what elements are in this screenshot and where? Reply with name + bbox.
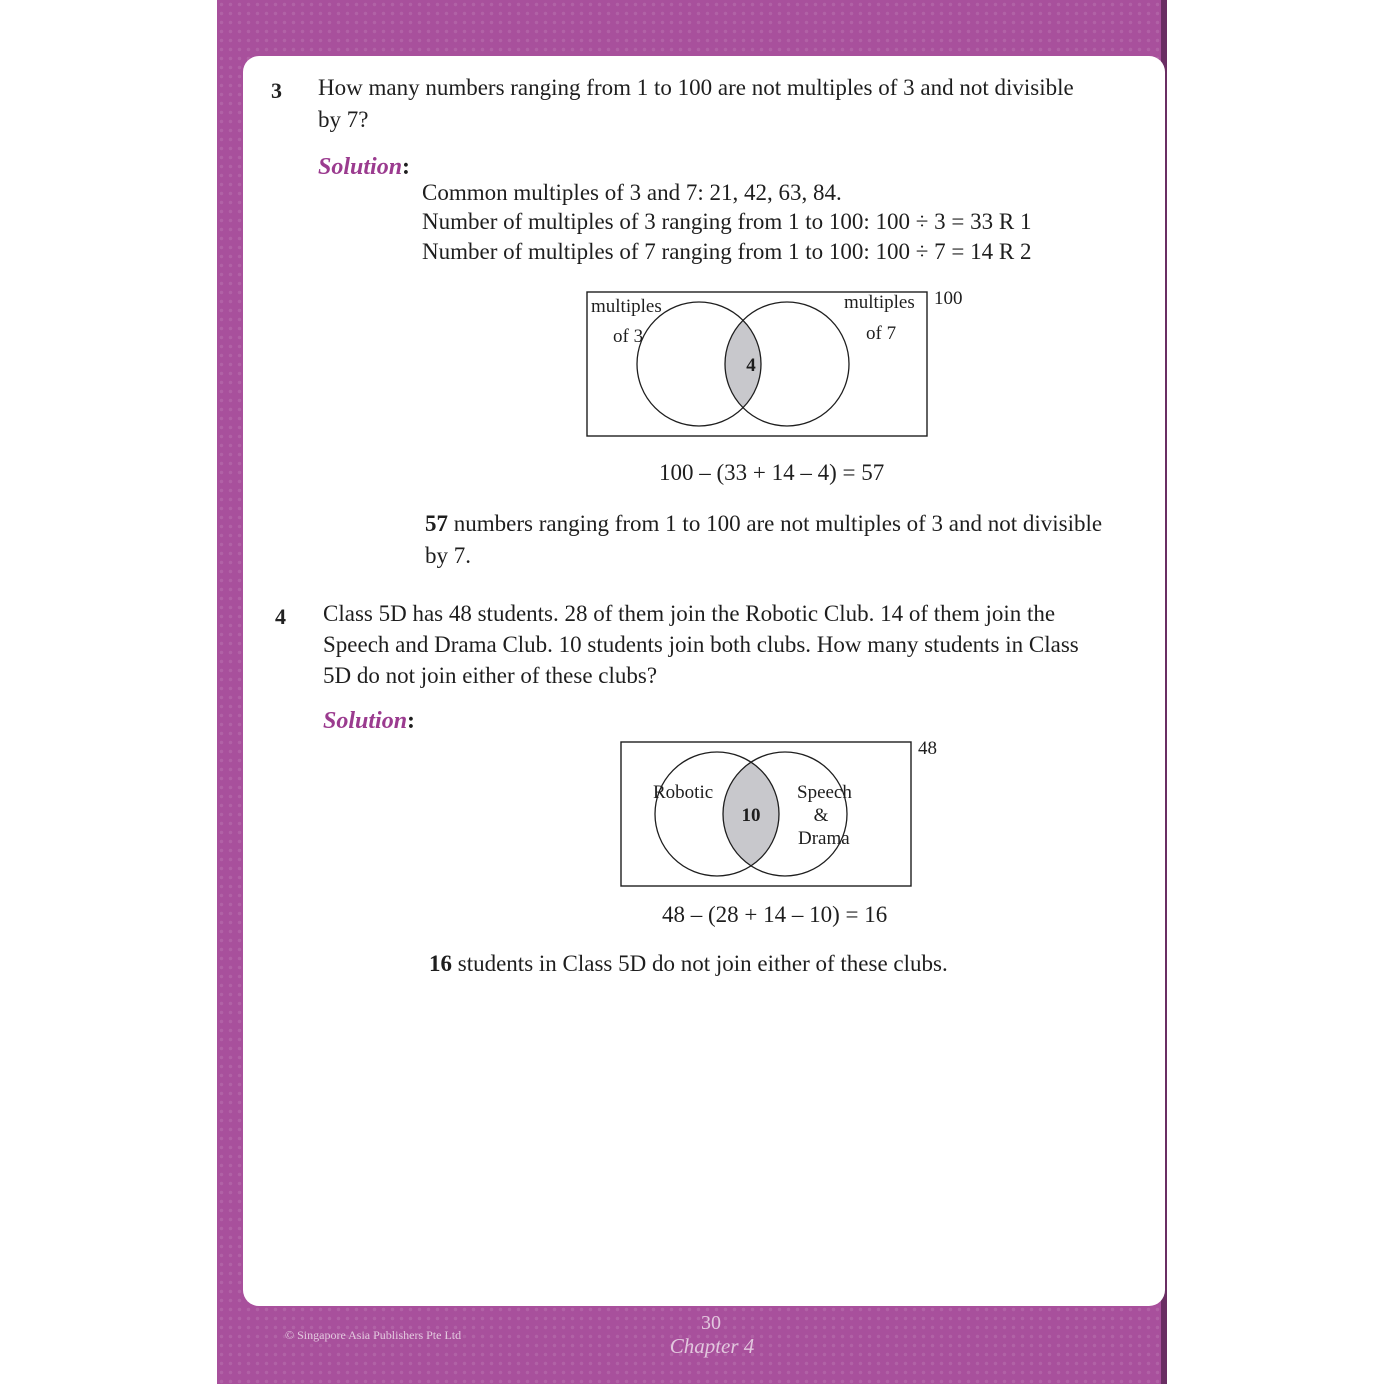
- footer-chapter: Chapter 4: [669, 1334, 755, 1358]
- solution-4-colon: :: [407, 708, 416, 734]
- solution-3-word: Solution: [318, 154, 403, 180]
- solution-4-label: [323, 708, 415, 735]
- venn-3-left-label-1: multiples: [591, 296, 662, 317]
- question-3-number: 3: [271, 78, 282, 103]
- solution-3-label: [318, 154, 410, 181]
- question-4-text: [323, 598, 1153, 691]
- solution-3-step-3: Number of multiples of 7 ranging from 1 to 100: 100 ÷ 7 = 14 R 2: [422, 239, 1032, 264]
- answer-4-text: students in Class 5D do not join either of these clubs.: [452, 951, 948, 976]
- venn-4-total: 48: [918, 738, 937, 759]
- venn-3-right-label-2: of 7: [866, 323, 897, 344]
- equation-4: 48 – (28 + 14 – 10) = 16: [662, 902, 888, 927]
- footer-page-number: 30: [701, 1312, 721, 1334]
- venn-4-intersection-value: 10: [741, 805, 761, 826]
- question-4-line-3: 5D do not join either of these clubs?: [323, 663, 658, 688]
- venn-diagram-4: [617, 736, 957, 892]
- answer-3: [425, 508, 1155, 572]
- question-3-line-2: by 7?: [318, 107, 369, 132]
- book-page: [217, 0, 1167, 1384]
- solution-3-colon: :: [402, 154, 411, 180]
- venn-4-right-label-3: Drama: [798, 828, 850, 849]
- venn-diagram-3: [583, 286, 983, 446]
- answer-4: [429, 948, 1129, 980]
- venn-3-left-label-2: of 3: [613, 326, 644, 347]
- question-4-line-1: Class 5D has 48 students. 28 of them join the Robotic Club. 14 of them join the: [323, 601, 1056, 626]
- venn-4-right-label-2: &: [813, 805, 829, 826]
- solution-4-word: Solution: [323, 708, 408, 734]
- answer-3-line-1: [425, 508, 1155, 540]
- venn-4-right-label-1: Speech: [797, 782, 852, 803]
- venn-3-intersection-value: 4: [746, 355, 756, 376]
- answer-3-text-1: numbers ranging from 1 to 100 are not multiples of 3 and not divisible: [448, 511, 1103, 536]
- content-card: [243, 56, 1165, 1306]
- question-4-line-2: Speech and Drama Club. 10 students join both clubs. How many students in Class: [323, 632, 1079, 657]
- question-3-text: [318, 72, 1138, 136]
- venn-3-right-label-1: multiples: [844, 292, 915, 313]
- venn-3-total: 100: [934, 288, 963, 309]
- answer-3-number: 57: [425, 511, 448, 536]
- question-3-line-1: How many numbers ranging from 1 to 100 are not multiples of 3 and not divisible: [318, 75, 1074, 100]
- answer-3-line-2: by 7.: [425, 543, 471, 568]
- question-4-number: 4: [275, 604, 286, 629]
- solution-3-step-1: Common multiples of 3 and 7: 21, 42, 63, 84.: [422, 180, 842, 205]
- answer-4-number: 16: [429, 951, 452, 976]
- venn-4-left-label: Robotic: [653, 782, 714, 803]
- footer-copyright: © Singapore Asia Publishers Pte Ltd: [285, 1328, 462, 1342]
- equation-3: 100 – (33 + 14 – 4) = 57: [659, 460, 885, 485]
- solution-3-step-2: Number of multiples of 3 ranging from 1 to 100: 100 ÷ 3 = 33 R 1: [422, 209, 1032, 234]
